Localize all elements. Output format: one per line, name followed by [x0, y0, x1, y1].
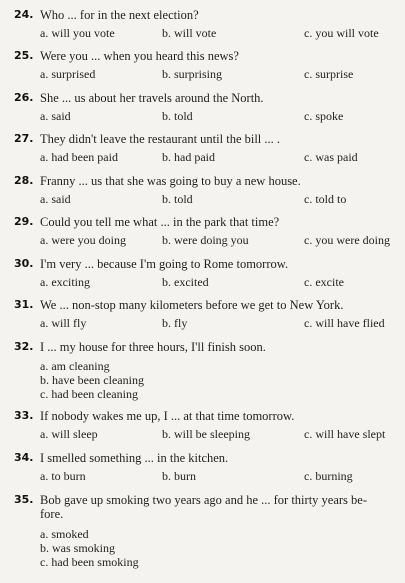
question-number: 29.: [14, 215, 34, 228]
option-b: b. will vote: [162, 26, 217, 40]
question-text: Were you ... when you heard this news?: [40, 49, 239, 63]
option-b: b. surprising: [162, 67, 222, 81]
option-c: c. spoke: [304, 109, 344, 123]
option-b: b. told: [162, 192, 193, 206]
option-a: a. will fly: [40, 316, 87, 330]
question-text: If nobody wakes me up, I ... at that time tomorrow.: [40, 409, 295, 423]
option-c: c. surprise: [304, 67, 354, 81]
option-c: c. will have flied: [304, 316, 385, 330]
option-a: a. exciting: [40, 275, 90, 289]
question-number: 27.: [14, 132, 34, 145]
question-text: Bob gave up smoking two years ago and he ... for thirty years be- fore.: [40, 493, 368, 521]
option-b: b. fly: [162, 316, 188, 330]
question-number: 34.: [14, 451, 34, 464]
option-a: a. said: [40, 192, 71, 206]
question-number: 30.: [14, 257, 34, 270]
option-c: c. you were doing: [304, 233, 390, 247]
question-text: Who ... for in the next election?: [40, 8, 199, 22]
option-c: c. burning: [304, 469, 353, 483]
option-a: a. am cleaning: [40, 359, 110, 373]
question-text: They didn't leave the restaurant until the bill ... .: [40, 132, 281, 146]
option-a: a. surprised: [40, 67, 96, 81]
option-a: a. will sleep: [40, 427, 98, 441]
option-c: c. will have slept: [304, 427, 386, 441]
option-b: b. were doing you: [162, 233, 249, 247]
question-text: I'm very ... because I'm going to Rome tomorrow.: [40, 257, 289, 271]
option-b: b. told: [162, 109, 193, 123]
question-text: Could you tell me what ... in the park that time?: [40, 215, 280, 229]
option-c: c. had been cleaning: [40, 387, 138, 401]
option-b: b. was smoking: [40, 541, 115, 555]
option-a: a. had been paid: [40, 150, 118, 164]
question-text: We ... non-stop many kilometers before we get to New York.: [40, 298, 344, 312]
question-number: 35.: [14, 493, 34, 506]
question-number: 24.: [14, 8, 34, 21]
option-b: b. had paid: [162, 150, 215, 164]
option-a: a. were you doing: [40, 233, 126, 247]
option-c: c. you will vote: [304, 26, 379, 40]
option-c: c. had been smoking: [40, 555, 139, 569]
option-a: a. said: [40, 109, 71, 123]
option-a: a. will you vote: [40, 26, 115, 40]
question-text: I ... my house for three hours, I'll finish soon.: [40, 340, 266, 354]
option-a: a. smoked: [40, 527, 89, 541]
option-b: b. have been cleaning: [40, 373, 144, 387]
option-b: b. excited: [162, 275, 209, 289]
question-number: 33.: [14, 409, 34, 422]
option-c: c. told to: [304, 192, 347, 206]
option-c: c. excite: [304, 275, 344, 289]
question-number: 31.: [14, 298, 34, 311]
option-c: c. was paid: [304, 150, 358, 164]
option-a: a. to burn: [40, 469, 86, 483]
question-text: Franny ... us that she was going to buy a new house.: [40, 174, 301, 188]
question-text: She ... us about her travels around the North.: [40, 91, 264, 105]
question-text: I smelled something ... in the kitchen.: [40, 451, 229, 465]
question-number: 25.: [14, 49, 34, 62]
question-number: 28.: [14, 174, 34, 187]
option-b: b. burn: [162, 469, 196, 483]
question-number: 26.: [14, 91, 34, 104]
option-b: b. will be sleeping: [162, 427, 250, 441]
question-number: 32.: [14, 340, 34, 353]
